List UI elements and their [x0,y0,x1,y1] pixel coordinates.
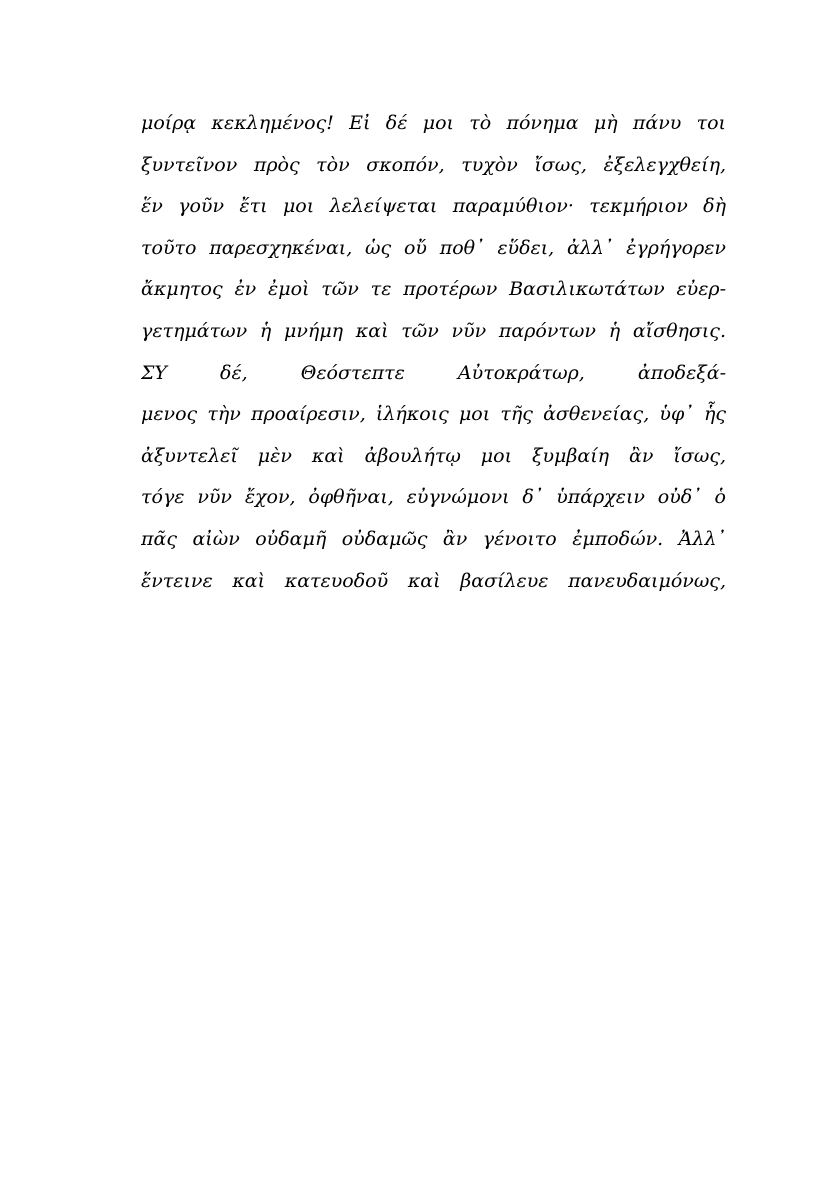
text-line: ἕν γοῦν ἔτι μοι λελείψεται παραμύθιον· τεκμήριον δὴ [141,195,726,218]
text-line: τοῦτο παρεσχηκέναι, ὡς οὔ ποθ᾽ εὕδει, ἀλλ᾽ ἐγρήγορεν [141,236,726,259]
text-line: ΣΥ δέ, Θεόστεπτε Αὐτοκράτωρ, ἀποδεξά- [141,361,726,384]
text-line: τόγε νῦν ἔχον, ὀφθῆναι, εὐγνώμονι δ᾽ ὑπάρχειν οὐδ᾽ ὁ [141,486,726,509]
text-line: ἄκμητος ἐν ἐμοὶ τῶν τε προτέρων Βασιλικωτάτων εὐερ- [141,278,726,301]
text-line: μενος τὴν προαίρεσιν, ἱλήκοις μοι τῆς ἀσθενείας, ὑφ᾽ ἧς [141,403,726,426]
text-line: πᾶς αἰὼν οὐδαμῆ οὐδαμῶς ἂν γένοιτο ἐμποδών. Ἀλλ᾽ [141,527,726,550]
text-line: ἔντεινε καὶ κατευοδοῦ καὶ βασίλευε πανευδαιμόνως, [141,569,726,592]
text-line: ξυντεῖνον πρὸς τὸν σκοπόν, τυχὸν ἴσως, ἐξελεγχθείη, [141,153,726,176]
greek-text-block [141,103,726,602]
text-line: ἀξυντελεῖ μὲν καὶ ἀβουλήτῳ μοι ξυμβαίη ἂν ἴσως, [141,444,726,467]
text-line: μοίρᾳ κεκλημένος! Εἰ δέ μοι τὸ πόνημα μὴ πάνυ τοι [141,112,726,134]
text-line: γετημάτων ἡ μνήμη καὶ τῶν νῦν παρόντων ἡ αἴσθησις. [141,319,726,342]
